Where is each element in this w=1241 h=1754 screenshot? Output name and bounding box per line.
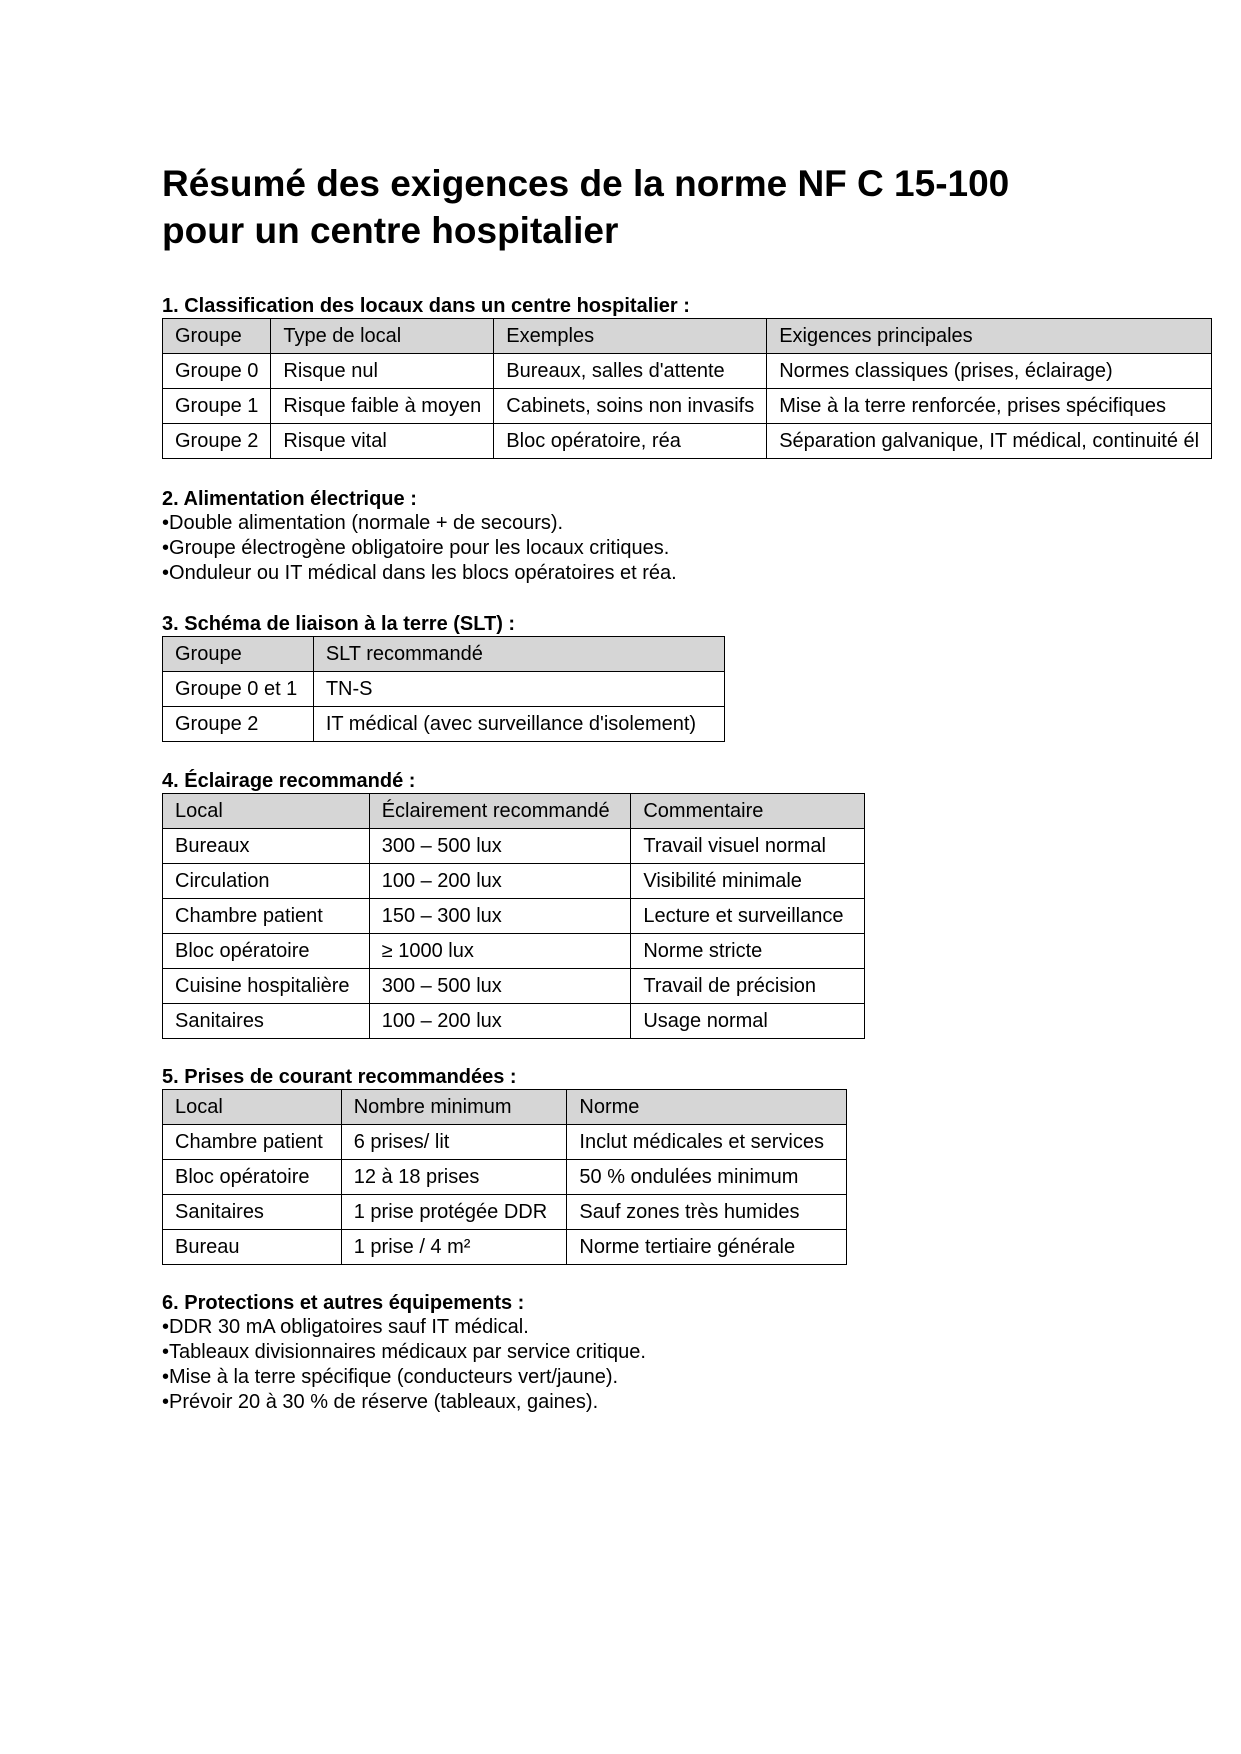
table-row bbox=[163, 899, 865, 934]
document-page bbox=[162, 160, 1241, 1415]
table-header-row bbox=[163, 637, 725, 672]
table-header-row bbox=[163, 319, 1212, 354]
table-cell: Risque faible à moyen bbox=[271, 389, 494, 424]
table-cell: Bloc opératoire bbox=[163, 1160, 342, 1195]
header-cell: Exigences principales bbox=[767, 319, 1212, 354]
table-header-row bbox=[163, 1090, 847, 1125]
header-cell: Nombre minimum bbox=[341, 1090, 567, 1125]
header-cell: Groupe bbox=[163, 319, 271, 354]
table-cell: 300 – 500 lux bbox=[369, 969, 631, 1004]
header-cell: Exemples bbox=[494, 319, 767, 354]
bullet-list bbox=[162, 511, 1241, 586]
table-cell: Sanitaires bbox=[163, 1004, 370, 1039]
table-cell: TN-S bbox=[313, 672, 724, 707]
page-title bbox=[162, 160, 1241, 254]
table-cell: Groupe 2 bbox=[163, 424, 271, 459]
table-cell: 6 prises/ lit bbox=[341, 1125, 567, 1160]
table-cell: 100 – 200 lux bbox=[369, 1004, 631, 1039]
table-cell: Groupe 0 bbox=[163, 354, 271, 389]
table-clip bbox=[162, 318, 1241, 459]
table-cell: 50 % ondulées minimum bbox=[567, 1160, 847, 1195]
table-row bbox=[163, 389, 1212, 424]
table-cell: Sanitaires bbox=[163, 1195, 342, 1230]
table-cell: 100 – 200 lux bbox=[369, 864, 631, 899]
table-row bbox=[163, 934, 865, 969]
table-cell: IT médical (avec surveillance d'isolement) bbox=[313, 707, 724, 742]
section-classification bbox=[162, 294, 1241, 459]
table-cell: Chambre patient bbox=[163, 1125, 342, 1160]
section-heading: 6. Protections et autres équipements : bbox=[162, 1292, 525, 1314]
table-cell: Bureaux, salles d'attente bbox=[494, 354, 767, 389]
section-prises bbox=[162, 1065, 1241, 1265]
list-item: • Double alimentation (normale + de secours). bbox=[162, 511, 1241, 536]
list-item: • Prévoir 20 à 30 % de réserve (tableaux, gaines). bbox=[162, 1390, 1241, 1415]
table-header-row bbox=[163, 794, 865, 829]
table-cell: Sauf zones très humides bbox=[567, 1195, 847, 1230]
list-item: • Mise à la terre spécifique (conducteurs vert/jaune). bbox=[162, 1365, 1241, 1390]
list-item: • Tableaux divisionnaires médicaux par service critique. bbox=[162, 1340, 1241, 1365]
table-cell: 1 prise protégée DDR bbox=[341, 1195, 567, 1230]
list-item: • DDR 30 mA obligatoires sauf IT médical. bbox=[162, 1315, 1241, 1340]
header-cell: Type de local bbox=[271, 319, 494, 354]
section-heading: 3. Schéma de liaison à la terre (SLT) : bbox=[162, 613, 516, 635]
header-cell: Commentaire bbox=[631, 794, 865, 829]
table-row bbox=[163, 969, 865, 1004]
prises-table bbox=[162, 1089, 847, 1265]
header-cell: SLT recommandé bbox=[313, 637, 724, 672]
header-cell: Norme bbox=[567, 1090, 847, 1125]
table-cell: Travail visuel normal bbox=[631, 829, 865, 864]
table-cell: Lecture et surveillance bbox=[631, 899, 865, 934]
table-cell: 300 – 500 lux bbox=[369, 829, 631, 864]
table-row bbox=[163, 1230, 847, 1265]
table-row bbox=[163, 707, 725, 742]
table-cell: Bloc opératoire bbox=[163, 934, 370, 969]
header-cell: Local bbox=[163, 794, 370, 829]
table-cell: Normes classiques (prises, éclairage) bbox=[767, 354, 1212, 389]
header-cell: Local bbox=[163, 1090, 342, 1125]
table-cell: Norme stricte bbox=[631, 934, 865, 969]
table-cell: Groupe 0 et 1 bbox=[163, 672, 314, 707]
list-item: • Onduleur ou IT médical dans les blocs opératoires et réa. bbox=[162, 561, 1241, 586]
table-cell: 12 à 18 prises bbox=[341, 1160, 567, 1195]
table-cell: Travail de précision bbox=[631, 969, 865, 1004]
section-heading: 2. Alimentation électrique : bbox=[162, 488, 417, 510]
list-item: • Groupe électrogène obligatoire pour les locaux critiques. bbox=[162, 536, 1241, 561]
table-cell: Circulation bbox=[163, 864, 370, 899]
table-cell: Chambre patient bbox=[163, 899, 370, 934]
table-cell: Cuisine hospitalière bbox=[163, 969, 370, 1004]
section-heading: 5. Prises de courant recommandées : bbox=[162, 1066, 517, 1088]
table-cell: 1 prise / 4 m² bbox=[341, 1230, 567, 1265]
table-cell: Bloc opératoire, réa bbox=[494, 424, 767, 459]
table-cell: Bureau bbox=[163, 1230, 342, 1265]
table-row bbox=[163, 1195, 847, 1230]
eclairage-table bbox=[162, 793, 865, 1039]
title-line-1: Résumé des exigences de la norme NF C 15-100 bbox=[162, 163, 1010, 204]
table-cell: Cabinets, soins non invasifs bbox=[494, 389, 767, 424]
title-line-2: pour un centre hospitalier bbox=[162, 210, 619, 251]
table-cell: Risque vital bbox=[271, 424, 494, 459]
table-cell: Groupe 2 bbox=[163, 707, 314, 742]
section-heading: 1. Classification des locaux dans un centre hospitalier : bbox=[162, 295, 690, 317]
section-protections bbox=[162, 1291, 1241, 1415]
header-cell: Groupe bbox=[163, 637, 314, 672]
slt-table bbox=[162, 636, 725, 742]
table-row bbox=[163, 672, 725, 707]
table-row bbox=[163, 1125, 847, 1160]
classification-table bbox=[162, 318, 1212, 459]
table-cell: Visibilité minimale bbox=[631, 864, 865, 899]
section-slt bbox=[162, 612, 1241, 742]
table-cell: ≥ 1000 lux bbox=[369, 934, 631, 969]
table-row bbox=[163, 1004, 865, 1039]
table-row bbox=[163, 424, 1212, 459]
header-cell: Éclairement recommandé bbox=[369, 794, 631, 829]
table-row bbox=[163, 829, 865, 864]
table-cell: 150 – 300 lux bbox=[369, 899, 631, 934]
section-heading: 4. Éclairage recommandé : bbox=[162, 770, 416, 792]
table-cell: Groupe 1 bbox=[163, 389, 271, 424]
section-eclairage bbox=[162, 769, 1241, 1039]
table-cell: Norme tertiaire générale bbox=[567, 1230, 847, 1265]
table-cell: Risque nul bbox=[271, 354, 494, 389]
table-row bbox=[163, 864, 865, 899]
table-cell: Bureaux bbox=[163, 829, 370, 864]
table-cell: Mise à la terre renforcée, prises spécifiques bbox=[767, 389, 1212, 424]
bullet-list bbox=[162, 1315, 1241, 1415]
table-cell: Usage normal bbox=[631, 1004, 865, 1039]
table-cell: Inclut médicales et services bbox=[567, 1125, 847, 1160]
table-row bbox=[163, 1160, 847, 1195]
table-row bbox=[163, 354, 1212, 389]
section-alimentation bbox=[162, 487, 1241, 586]
table-cell: Séparation galvanique, IT médical, continuité él bbox=[767, 424, 1212, 459]
